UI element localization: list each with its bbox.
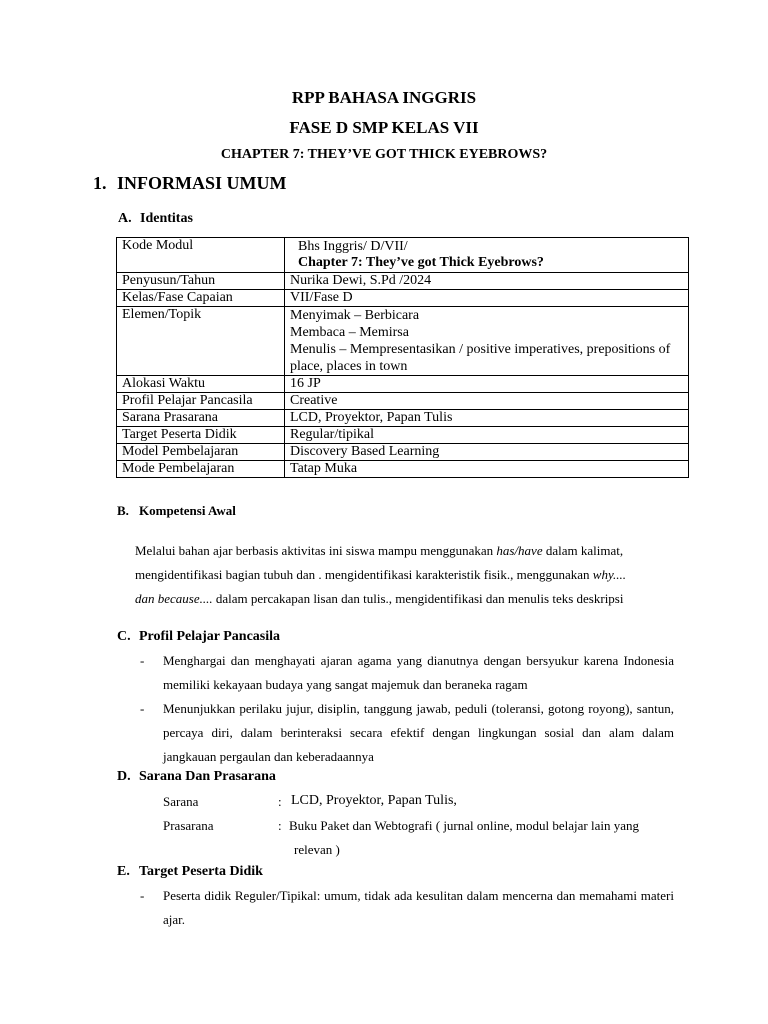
table-row (117, 307, 689, 376)
row-value: Discovery Based Learning (285, 444, 689, 461)
heading-letter: B. (117, 503, 129, 518)
row-value: LCD, Proyektor, Papan Tulis (285, 410, 689, 427)
heading-title: Sarana Dan Prasarana (139, 769, 276, 784)
bullet-dash: - (140, 888, 145, 903)
paragraph-line (135, 587, 680, 611)
text-run: mengidentifikasi bagian tubuh dan . mengidentifikasi karakteristik fisik., menggunakan (135, 567, 590, 582)
identitas-table (116, 237, 689, 478)
heading-title: Profil Pelajar Pancasila (139, 629, 281, 644)
heading-title: Identitas (140, 211, 193, 226)
bullet-dash: - (140, 653, 145, 668)
kode-modul-chapter: Chapter 7: They’ve got Thick Eyebrows? (298, 255, 544, 270)
text-run: dalam percakapan lisan dan tulis., mengidentifikasi dan menulis teks deskripsi (215, 591, 624, 606)
table-row (117, 290, 689, 307)
table-row (117, 444, 689, 461)
heading-target-peserta (117, 864, 263, 880)
row-value: Nurika Dewi, S.Pd /2024 (285, 273, 689, 290)
row-value: VII/Fase D (285, 290, 689, 307)
kompetensi-paragraph (135, 539, 680, 611)
section-informasi-umum (93, 173, 286, 194)
text-run-italic: dan because.... (135, 591, 213, 606)
row-label: Alokasi Waktu (117, 376, 285, 393)
prasarana-value-cont: relevan ) (294, 842, 340, 857)
prasarana-value: Buku Paket dan Webtografi ( jurnal online, modul belajar lain yang (289, 818, 639, 833)
elemen-line: Membaca – Memirsa (290, 325, 409, 340)
table-row (117, 273, 689, 290)
sarana-value: LCD, Proyektor, Papan Tulis, (291, 793, 457, 808)
doc-title: RPP BAHASA INGGRIS (291, 88, 477, 107)
row-label: Target Peserta Didik (117, 427, 285, 444)
sarana-colon: : (278, 794, 282, 809)
prasarana-colon: : (278, 818, 282, 833)
text-run-italic: has/have (496, 543, 543, 558)
text-run-italic: why.... (592, 567, 627, 582)
heading-sarana-prasarana (117, 769, 276, 785)
target-item: Peserta didik Reguler/Tipikal: umum, tidak ada kesulitan dalam mencerna dan memahami materi ajar. (163, 888, 674, 927)
elemen-line: Menulis – Mempresentasikan / positive imperatives, prepositions of place, places in town (290, 342, 671, 374)
row-value (285, 307, 689, 376)
doc-chapter: CHAPTER 7: THEY’VE GOT THICK EYEBROWS? (220, 147, 548, 162)
row-label: Mode Pembelajaran (117, 461, 285, 478)
heading-title: Kompetensi Awal (139, 503, 236, 518)
heading-letter: E. (117, 864, 130, 879)
row-label: Profil Pelajar Pancasila (117, 393, 285, 410)
heading-title: Target Peserta Didik (139, 864, 263, 879)
section-title: INFORMASI UMUM (117, 173, 287, 193)
row-label: Penyusun/Tahun (117, 273, 285, 290)
table-row (117, 410, 689, 427)
heading-profil-pancasila (117, 629, 280, 645)
text-run: Melalui bahan ajar berbasis aktivitas ini siswa mampu menggunakan (135, 543, 494, 558)
heading-kompetensi-awal (117, 503, 236, 519)
table-row (117, 393, 689, 410)
table-row (117, 427, 689, 444)
elemen-line: Menyimak – Berbicara (290, 308, 420, 323)
heading-letter: A. (118, 211, 132, 226)
row-label: Elemen/Topik (117, 307, 285, 376)
table-row (117, 461, 689, 478)
row-label: Kelas/Fase Capaian (117, 290, 285, 307)
heading-letter: C. (117, 629, 131, 644)
heading-letter: D. (117, 769, 131, 784)
table-row (117, 376, 689, 393)
doc-subtitle: FASE D SMP KELAS VII (289, 118, 479, 137)
row-value: Tatap Muka (285, 461, 689, 478)
heading-identitas (118, 211, 193, 227)
text-run: dalam kalimat, (545, 543, 624, 558)
row-value: Creative (285, 393, 689, 410)
kode-modul-value: Bhs Inggris/ D/VII/ (298, 239, 408, 254)
profil-item: Menunjukkan perilaku jujur, disiplin, tanggung jawab, peduli (toleransi, gotong royong), santun, percaya diri, dalam berinteraksi secara efektif dengan lingkungan sosial dan alam dalam jangkauan pergaulan dan keberadaannya (163, 701, 674, 764)
section-number: 1. (93, 173, 107, 193)
prasarana-label: Prasarana (163, 818, 214, 833)
row-label: Kode Modul (117, 238, 285, 273)
row-value: Regular/tipikal (285, 427, 689, 444)
profil-item: Menghargai dan menghayati ajaran agama yang dianutnya dengan bersyukur karena Indonesia memiliki kekayaan budaya yang sangat majemuk dan beraneka ragam (163, 653, 674, 692)
table-row (117, 238, 689, 273)
row-label: Sarana Prasarana (117, 410, 285, 427)
bullet-dash: - (140, 701, 145, 716)
paragraph-line (135, 539, 680, 563)
paragraph-line (135, 563, 680, 587)
sarana-label: Sarana (163, 794, 199, 809)
row-value (285, 238, 689, 273)
row-value: 16 JP (285, 376, 689, 393)
row-label: Model Pembelajaran (117, 444, 285, 461)
